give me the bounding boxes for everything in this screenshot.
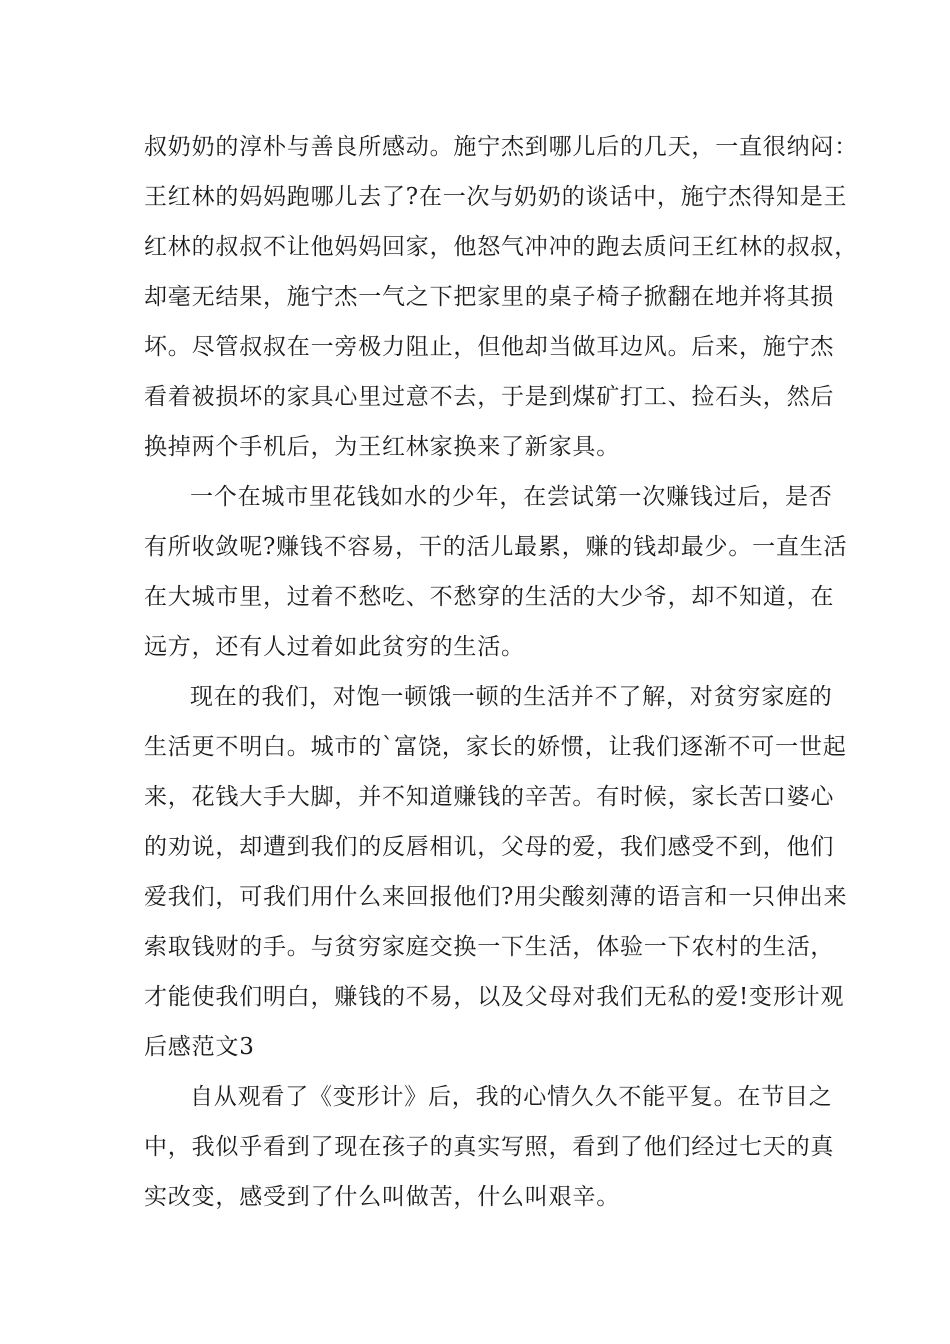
text-line: 才能使我们明白，赚钱的不易，以及父母对我们无私的爱!变形计观 — [144, 984, 845, 1010]
text-line: 远方，还有人过着如此贫穷的生活。 — [144, 634, 525, 660]
text-line: 红林的叔叔不让他妈妈回家，他怒气冲冲的跑去质问王红林的叔叔， — [144, 234, 858, 260]
text-line: 的劝说，却遭到我们的反唇相讥，父母的爱，我们感受不到，他们 — [144, 834, 835, 860]
text-line: 实改变，感受到了什么叫做苦，什么叫艰辛。 — [144, 1184, 620, 1210]
text-line: 一个在城市里花钱如水的少年，在尝试第一次赚钱过后，是否 — [190, 484, 833, 510]
text-line: 换掉两个手机后，为王红林家换来了新家具。 — [144, 434, 620, 460]
document-body — [144, 122, 858, 1222]
text-line: 有所收敛呢?赚钱不容易，干的活儿最累，赚的钱却最少。一直生活 — [144, 534, 848, 560]
text-line: 却毫无结果，施宁杰一气之下把家里的桌子椅子掀翻在地并将其损 — [144, 284, 835, 310]
text-line: 自从观看了《变形计》后，我的心情久久不能平复。在节目之 — [190, 1084, 833, 1110]
text-line: 来，花钱大手大脚，并不知道赚钱的辛苦。有时候，家长苦口婆心 — [144, 784, 835, 810]
text-line: 坏。尽管叔叔在一旁极力阻止，但他却当做耳边风。后来，施宁杰 — [144, 334, 835, 360]
text-line: 看着被损坏的家具心里过意不去，于是到煤矿打工、捡石头，然后 — [144, 384, 835, 410]
text-line: 在大城市里，过着不愁吃、不愁穿的生活的大少爷，却不知道，在 — [144, 584, 835, 610]
text-line: 叔奶奶的淳朴与善良所感动。施宁杰到哪儿后的几天，一直很纳闷： — [144, 134, 858, 160]
paragraph — [144, 672, 848, 1072]
text-line: 现在的我们，对饱一顿饿一顿的生活并不了解，对贫穷家庭的 — [190, 684, 833, 710]
text-line: 索取钱财的手。与贫穷家庭交换一下生活，体验一下农村的生活， — [144, 934, 835, 960]
text-line: 爱我们，可我们用什么来回报他们?用尖酸刻薄的语言和一只伸出来 — [144, 884, 848, 910]
text-line: 生活更不明白。城市的`富饶，家长的娇惯，让我们逐渐不可一世起 — [144, 734, 847, 760]
paragraph — [144, 122, 858, 472]
text-line: 中，我似乎看到了现在孩子的真实写照，看到了他们经过七天的真 — [144, 1134, 835, 1160]
paragraph — [144, 472, 848, 672]
paragraph — [144, 1072, 835, 1222]
text-line: 王红林的妈妈跑哪儿去了?在一次与奶奶的谈话中，施宁杰得知是王 — [144, 184, 848, 210]
text-line: 后感范文3 — [144, 1034, 255, 1060]
